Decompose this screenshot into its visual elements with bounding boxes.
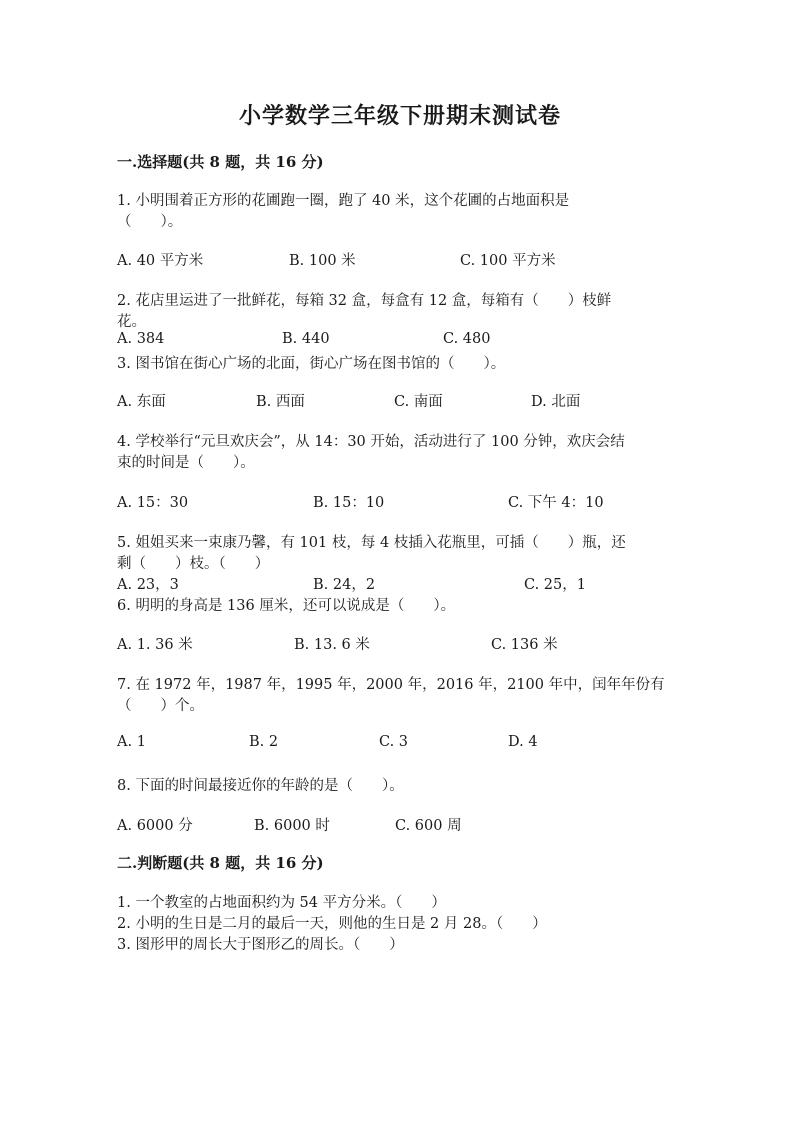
- question-7-option-a: A. 1: [117, 734, 146, 750]
- question-2-line-1: 2. 花店里运进了一批鲜花，每箱 32 盒，每盒有 12 盒，每箱有（ ）枝鲜: [117, 293, 612, 309]
- question-3-option-a: A. 东面: [117, 394, 166, 410]
- question-1-line-2: （ ）。: [117, 214, 183, 230]
- question-4-option-a: A. 15：30: [117, 495, 189, 511]
- question-8-line-1: 8. 下面的时间最接近你的年龄的是（ ）。: [117, 778, 404, 794]
- question-4-option-b: B. 15：10: [313, 495, 385, 511]
- question-5-option-c: C. 25，1: [524, 577, 586, 593]
- question-5-option-a: A. 23，3: [117, 577, 179, 593]
- question-7-line-2: （ ）个。: [117, 698, 204, 714]
- page-title: 小学数学三年级下册期末测试卷: [238, 103, 561, 129]
- question-2-option-c: C. 480: [443, 331, 491, 347]
- question-5-option-b: B. 24，2: [313, 577, 376, 593]
- question-5-line-1: 5. 姐姐买来一束康乃馨，有 101 枝，每 4 枝插入花瓶里，可插（ ）瓶，还: [117, 535, 626, 551]
- section-heading-choice: 一.选择题(共 8 题，共 16 分): [117, 153, 324, 171]
- question-8-option-a: A. 6000 分: [117, 818, 193, 834]
- question-1-line-1: 1. 小明围着正方形的花圃跑一圈，跑了 40 米，这个花圃的占地面积是: [117, 193, 570, 209]
- question-8-option-b: B. 6000 时: [254, 818, 330, 834]
- question-3-option-b: B. 西面: [256, 394, 305, 410]
- question-3-option-d: D. 北面: [531, 394, 581, 410]
- section-heading-true-false: 二.判断题(共 8 题，共 16 分): [117, 854, 324, 872]
- question-2-line-2: 花。: [117, 314, 146, 330]
- question-4-line-1: 4. 学校举行“元旦欢庆会”，从 14：30 开始，活动进行了 100 分钟，欢庆会结: [117, 434, 625, 450]
- question-1-option-a: A. 40 平方米: [117, 253, 204, 269]
- question-7-line-1: 7. 在 1972 年，1987 年，1995 年，2000 年，2016 年，2100 年中，闰年年份有: [117, 677, 665, 693]
- question-8-option-c: C. 600 周: [395, 818, 462, 834]
- question-6-line-1: 6. 明明的身高是 136 厘米，还可以说成是（ ）。: [117, 598, 456, 614]
- question-4-line-2: 束的时间是（ ）。: [117, 455, 255, 471]
- true-false-item-3: 3. 图形甲的周长大于图形乙的周长。（ ）: [117, 937, 404, 953]
- question-3-line-1: 3. 图书馆在街心广场的北面，街心广场在图书馆的（ ）。: [117, 356, 506, 372]
- question-5-line-2: 剩（ ）枝。（ ）: [117, 556, 270, 572]
- question-6-option-b: B. 13. 6 米: [294, 637, 370, 653]
- true-false-item-2: 2. 小明的生日是二月的最后一天，则他的生日是 2 月 28。（ ）: [117, 916, 547, 932]
- question-4-option-c: C. 下午 4：10: [508, 495, 604, 511]
- question-2-option-b: B. 440: [282, 331, 330, 347]
- question-1-option-b: B. 100 米: [289, 253, 356, 269]
- question-3-option-c: C. 南面: [394, 394, 443, 410]
- question-1-option-c: C. 100 平方米: [460, 253, 556, 269]
- question-6-option-a: A. 1. 36 米: [117, 637, 193, 653]
- question-7-option-d: D. 4: [508, 734, 538, 750]
- question-6-option-c: C. 136 米: [491, 637, 558, 653]
- question-7-option-b: B. 2: [249, 734, 279, 750]
- true-false-item-1: 1. 一个教室的占地面积约为 54 平方分米。（ ）: [117, 895, 446, 911]
- question-2-option-a: A. 384: [117, 331, 165, 347]
- question-7-option-c: C. 3: [379, 734, 409, 750]
